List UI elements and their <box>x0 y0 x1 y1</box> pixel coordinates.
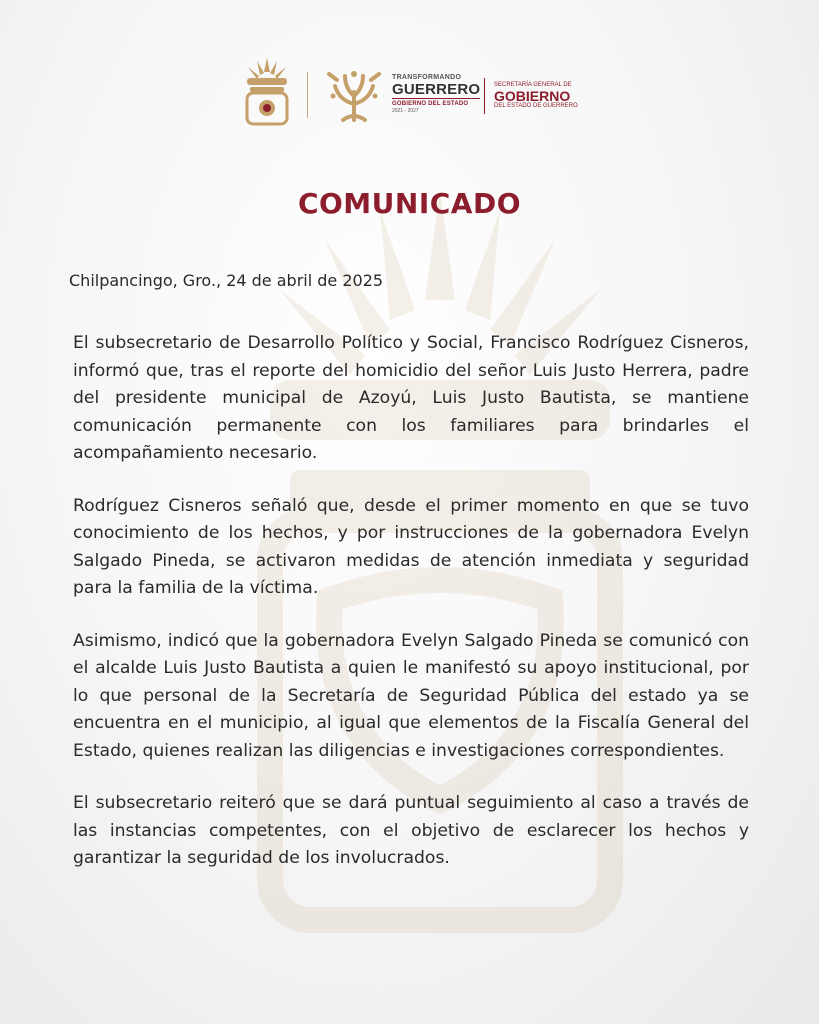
body-paragraph: El subsecretario reiteró que se dará puntual seguimiento al caso a través de las instancias competentes, con el objetivo de esclarecer los hechos y garantizar la seguridad de los involucrados. <box>73 793 749 868</box>
header-logos <box>0 56 819 132</box>
guerrero-seal-icon <box>242 56 292 126</box>
press-release-body <box>73 330 749 898</box>
transformando-guerrero-emblem-icon <box>325 66 383 124</box>
header-divider-2 <box>484 78 485 114</box>
gobierno-estado-label: GOBIERNO DEL ESTADO <box>392 98 480 108</box>
years-label: 2021 - 2027 <box>392 108 419 114</box>
guerrero-label: GUERRERO <box>392 81 481 98</box>
body-paragraph: Asimismo, indicó que la gobernadora Evelyn Salgado Pineda se comunicó con el alcalde Luis Justo Bautista a quien le manifestó su apoyo institucional, por lo que personal de la Secretaría de Seguridad Pública del estado ya se encuentra en el municipio, al igual que elementos de la Fiscalía General del Estado, quienes realizan las diligencias e investigaciones correspondientes. <box>73 630 749 761</box>
secretaria-small-label: SECRETARÍA GENERAL DE <box>494 82 572 88</box>
secretaria-big-label: GOBIERNO <box>494 88 571 104</box>
transformando-label: TRANSFORMANDO <box>392 74 462 81</box>
secretaria-general-wordmark <box>494 82 578 110</box>
transformando-guerrero-wordmark <box>392 74 480 114</box>
dateline: Chilpancingo, Gro., 24 de abril de 2025 <box>69 271 384 290</box>
page-title: COMUNICADO <box>297 187 522 220</box>
body-paragraph: Rodríguez Cisneros señaló que, desde el primer momento en que se tuvo conocimiento de los hechos, y por instrucciones de la gobernadora Evelyn Salgado Pineda, se activaron medidas de atención inmediata y seguridad para la familia de la víctima. <box>73 495 749 598</box>
header-divider <box>307 72 308 118</box>
secretaria-sub-label: DEL ESTADO DE GUERRERO <box>494 103 578 109</box>
body-paragraph: El subsecretario de Desarrollo Político y Social, Francisco Rodríguez Cisneros, informó que, tras el reporte del homicidio del señor Luis Justo Herrera, padre del presidente municipal de Azoyú, Luis Justo Bautista, se mantiene comunicación permanente con los familiares para brindarles el acompañamiento necesario. <box>73 333 749 463</box>
